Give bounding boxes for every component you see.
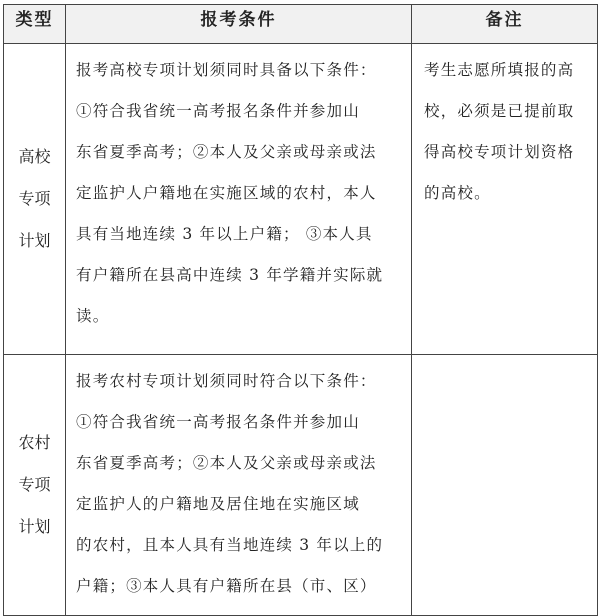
type-line: 农村 [18,433,51,452]
condition-line: 户籍；③本人具有户籍所在县（市、区） [76,577,377,595]
remarks-cell [412,44,598,355]
condition-line: 报考农村专项计划须同时符合以下条件： [76,372,377,390]
conditions-cell [66,44,412,355]
condition-line: 读。 [76,307,110,325]
table-header-row [4,5,598,44]
type-line: 专项 [18,475,51,494]
condition-line: ①符合我省统一高考报名条件并参加山 [76,413,360,431]
condition-line: 具有当地连续 3 年以上户籍； ③本人具 [76,225,373,243]
header-type: 类型 [4,5,66,44]
table-row-rural-plan [4,355,598,616]
condition-line: 的农村，且本人具有当地连续 3 年以上的 [76,536,384,554]
remark-line: 的高校。 [424,184,491,202]
header-remarks: 备注 [412,5,598,44]
header-conditions: 报考条件 [66,5,412,44]
condition-line: 定监护人户籍地在实施区域的农村，本人 [76,184,377,202]
condition-line: 定监护人的户籍地及居住地在实施区域 [76,495,360,513]
type-cell [4,44,66,355]
remarks-cell [412,355,598,616]
conditions-cell [66,355,412,616]
condition-line: 报考高校专项计划须同时具备以下条件： [76,61,377,79]
condition-line: ①符合我省统一高考报名条件并参加山 [76,102,360,120]
condition-line: 有户籍所在县高中连续 3 年学籍并实际就 [76,266,384,284]
condition-line: 东省夏季高考；②本人及父亲或母亲或法 [76,454,377,472]
type-line: 计划 [18,231,51,250]
table-row-university-plan [4,44,598,355]
type-line: 专项 [18,189,51,208]
admission-conditions-table [3,4,598,616]
condition-line: 东省夏季高考；②本人及父亲或母亲或法 [76,143,377,161]
type-line: 高校 [18,147,51,166]
remark-line: 得高校专项计划资格 [424,143,575,161]
type-line: 计划 [18,517,51,536]
type-cell [4,355,66,616]
remark-line: 校，必须是已提前取 [424,102,575,120]
remark-line: 考生志愿所填报的高 [424,61,575,79]
